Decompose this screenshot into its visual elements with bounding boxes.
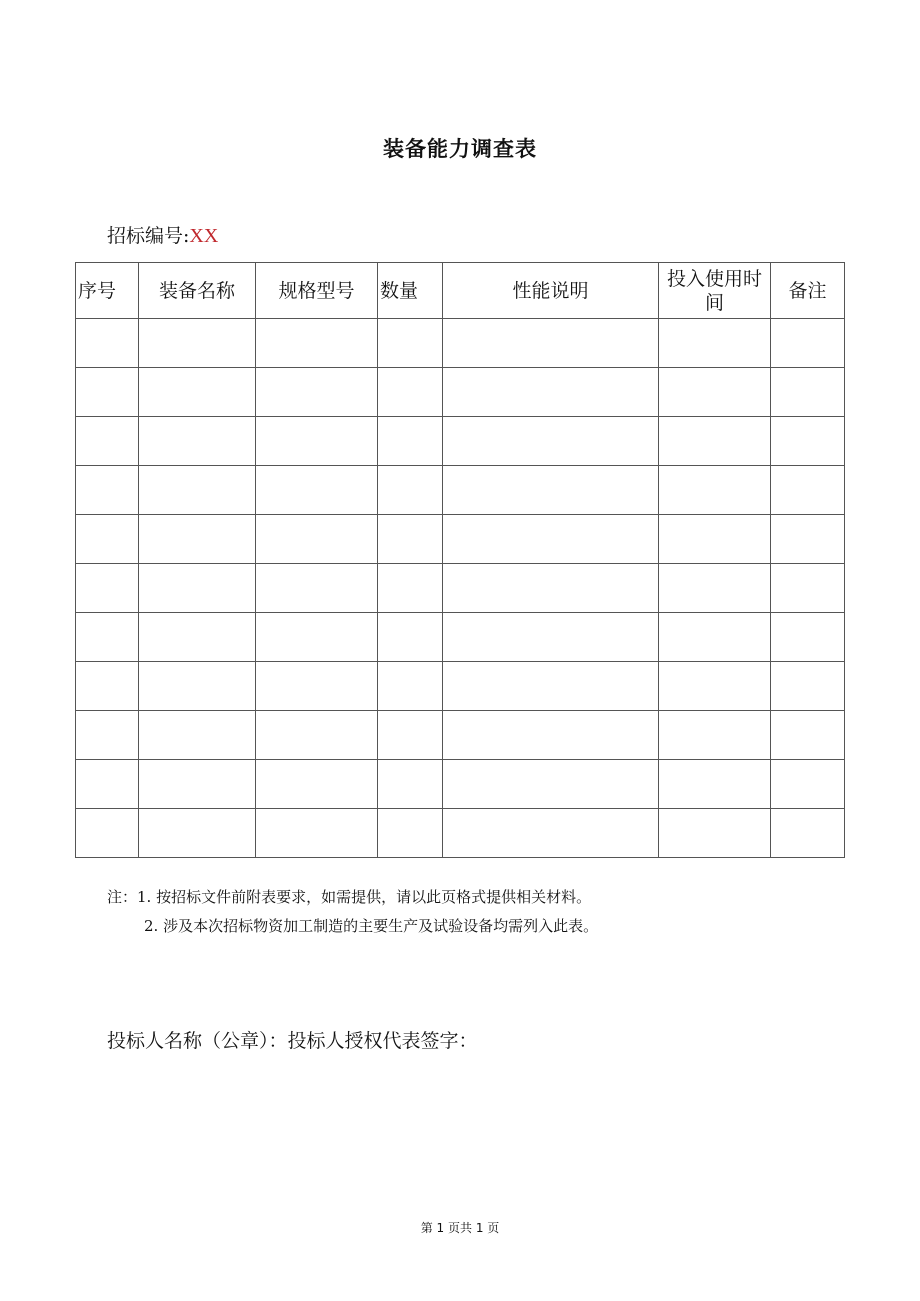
table-row: [76, 515, 845, 564]
table-cell[interactable]: [256, 368, 378, 417]
table-cell[interactable]: [443, 466, 659, 515]
table-cell[interactable]: [659, 662, 771, 711]
table-cell[interactable]: [76, 466, 139, 515]
table-cell[interactable]: [139, 809, 256, 858]
table-cell[interactable]: [76, 368, 139, 417]
table-cell[interactable]: [256, 662, 378, 711]
table-cell[interactable]: [659, 319, 771, 368]
table-cell[interactable]: [139, 760, 256, 809]
table-cell[interactable]: [378, 760, 443, 809]
table-cell[interactable]: [76, 711, 139, 760]
table-cell[interactable]: [771, 613, 845, 662]
notes-prefix: 注：: [107, 888, 138, 906]
table-header-row: [76, 263, 845, 319]
table-cell[interactable]: [76, 662, 139, 711]
table-cell[interactable]: [659, 466, 771, 515]
table-cell[interactable]: [256, 760, 378, 809]
table-cell[interactable]: [659, 417, 771, 466]
table-cell[interactable]: [771, 368, 845, 417]
table-cell[interactable]: [443, 711, 659, 760]
table-cell[interactable]: [256, 515, 378, 564]
table-cell[interactable]: [771, 515, 845, 564]
note-item: [107, 883, 598, 912]
bid-number-value: XX: [189, 225, 219, 247]
table-cell[interactable]: [659, 711, 771, 760]
table-cell[interactable]: [771, 466, 845, 515]
table-cell[interactable]: [378, 662, 443, 711]
table-cell[interactable]: [378, 368, 443, 417]
signature-line: 投标人名称（公章）：投标人授权代表签字：: [107, 1030, 478, 1052]
table-cell[interactable]: [378, 466, 443, 515]
table-cell[interactable]: [256, 417, 378, 466]
table-row: [76, 662, 845, 711]
table-cell[interactable]: [256, 711, 378, 760]
table-row: [76, 466, 845, 515]
table-cell[interactable]: [256, 809, 378, 858]
bid-number-line: [107, 221, 218, 248]
table-row: [76, 368, 845, 417]
table-cell[interactable]: [256, 564, 378, 613]
table-cell[interactable]: [659, 515, 771, 564]
table-row: [76, 319, 845, 368]
table-row: [76, 711, 845, 760]
table-cell[interactable]: [443, 417, 659, 466]
bid-number-label: 招标编号:: [107, 225, 190, 247]
table-cell[interactable]: [256, 466, 378, 515]
notes-block: [107, 883, 598, 941]
header-performance: 性能说明: [443, 263, 659, 319]
header-quantity: 数量: [378, 263, 443, 319]
table-cell[interactable]: [139, 613, 256, 662]
table-cell[interactable]: [76, 564, 139, 613]
table-body: [76, 319, 845, 858]
table-cell[interactable]: [76, 760, 139, 809]
table-cell[interactable]: [771, 564, 845, 613]
table-cell[interactable]: [659, 809, 771, 858]
table-cell[interactable]: [378, 809, 443, 858]
table-cell[interactable]: [378, 515, 443, 564]
table-cell[interactable]: [378, 417, 443, 466]
table-cell[interactable]: [771, 809, 845, 858]
equipment-table: [75, 262, 845, 858]
table-cell[interactable]: [76, 319, 139, 368]
table-cell[interactable]: [443, 319, 659, 368]
table-cell[interactable]: [771, 319, 845, 368]
note-text: 1. 按招标文件前附表要求，如需提供，请以此页格式提供相关材料。: [137, 888, 592, 906]
table-row: [76, 809, 845, 858]
table-cell[interactable]: [443, 515, 659, 564]
table-cell[interactable]: [76, 809, 139, 858]
table-cell[interactable]: [76, 613, 139, 662]
page-footer: 第 1 页共 1 页: [420, 1221, 500, 1235]
table-cell[interactable]: [139, 319, 256, 368]
table-cell[interactable]: [139, 564, 256, 613]
table-row: [76, 760, 845, 809]
table-cell[interactable]: [771, 760, 845, 809]
table-cell[interactable]: [256, 319, 378, 368]
table-cell[interactable]: [76, 417, 139, 466]
table-cell[interactable]: [443, 662, 659, 711]
table-cell[interactable]: [659, 613, 771, 662]
table-cell[interactable]: [443, 368, 659, 417]
table-cell[interactable]: [659, 368, 771, 417]
table-cell[interactable]: [443, 760, 659, 809]
header-serial: 序号: [76, 263, 139, 319]
header-equipment-name: 装备名称: [139, 263, 256, 319]
header-in-service-time: 投入使用时间: [659, 263, 771, 319]
table-cell[interactable]: [139, 515, 256, 564]
table-cell[interactable]: [771, 417, 845, 466]
document-title: 装备能力调查表: [383, 137, 537, 161]
table-row: [76, 417, 845, 466]
table-cell[interactable]: [771, 711, 845, 760]
table-cell[interactable]: [659, 564, 771, 613]
table-cell[interactable]: [139, 417, 256, 466]
table-row: [76, 564, 845, 613]
table-cell[interactable]: [443, 564, 659, 613]
table-cell[interactable]: [443, 613, 659, 662]
table-row: [76, 613, 845, 662]
table-cell[interactable]: [659, 760, 771, 809]
table-cell[interactable]: [771, 662, 845, 711]
table-cell[interactable]: [139, 662, 256, 711]
table-cell[interactable]: [378, 711, 443, 760]
header-model-spec: 规格型号: [256, 263, 378, 319]
table-cell[interactable]: [139, 711, 256, 760]
header-remarks: 备注: [771, 263, 845, 319]
note-text: 2. 涉及本次招标物资加工制造的主要生产及试验设备均需列入此表。: [144, 917, 599, 935]
note-item: [107, 912, 598, 941]
table-cell[interactable]: [139, 466, 256, 515]
table-cell[interactable]: [378, 319, 443, 368]
table-cell[interactable]: [256, 613, 378, 662]
table-cell[interactable]: [378, 613, 443, 662]
table-cell[interactable]: [76, 515, 139, 564]
table-cell[interactable]: [139, 368, 256, 417]
table-cell[interactable]: [378, 564, 443, 613]
table-cell[interactable]: [443, 809, 659, 858]
